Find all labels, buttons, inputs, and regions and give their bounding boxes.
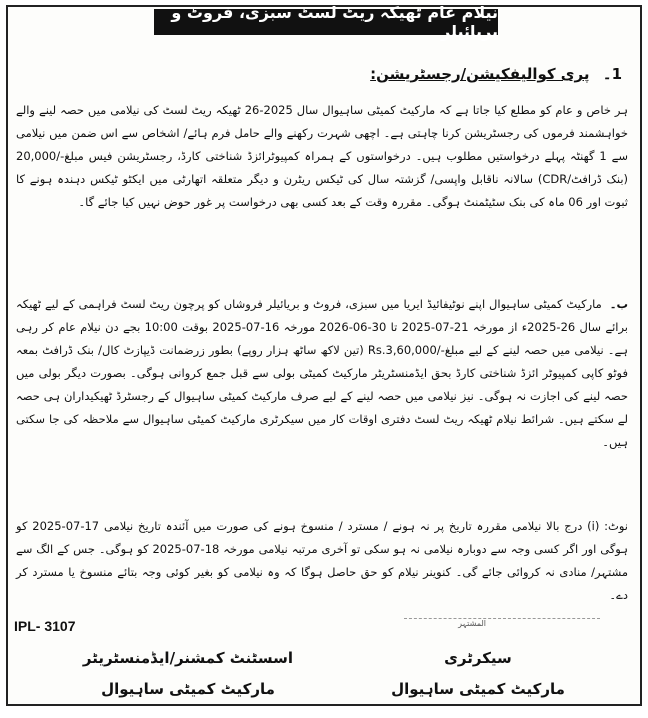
note-paragraph: نوٹ: (i) درج بالا نیلامی مقررہ تاریخ پر نہ ہونے / مسترد / منسوخ ہونے کی صورت میں آئندہ تاریخ نیلامی 17-07-2025 کو ہوگی اور اگر کسی وجہ سے دوبارہ نیلامی نہ ہو سکی تو آخری مرتبہ نیلامی مورخہ 18-07-2025 کو ہوگی۔ جس کے الگ سے مشتہر/ منادی نہ کروائی جائے گی۔ کنوینر نیلام کو حق حاصل ہوگا کہ وہ نیلامی کو بغیر کوئی وجہ بتائے منسوخ یا مسترد کر دے۔ [16, 519, 628, 602]
heading-text: پری کوالیفکیشن/رجسٹریشن: [370, 65, 590, 83]
heading-number: 1۔ [602, 65, 622, 83]
secretary-office: مارکیٹ کمیٹی ساہیوال [391, 680, 565, 698]
notice-title: نیلام عام ٹھیکہ ریٹ لسٹ سبزی، فروٹ و بریائیلر [154, 9, 498, 35]
section-heading [22, 65, 622, 85]
auction-paragraph [16, 293, 628, 454]
registration-paragraph: ہر خاص و عام کو مطلع کیا جاتا ہے کہ مارکیٹ کمیٹی ساہیوال سال 2025-26 ٹھیکہ ریٹ لسٹ کی نیلامی میں حصہ لینے والے خواہشمند فرموں کی رجسٹریشن کرنا چاہتی ہے۔ اچھی شہرت رکھنے والے حامل فرم ہائے/ اشخاص سے اس ضمن میں نیلامی سے 1 گھنٹہ پہلے درخواستیں مطلوب ہیں۔ درخواستوں کے ہمراہ کمپیوٹرائزڈ شناختی کارڈ، رجسٹریشن فیس مبلغ-/20,000 (بنک ڈرافٹ/CDR) سالانہ ناقابل واپسی/ گزشتہ سال کی ٹیکس ریٹرن و دیگر متعلقہ اتھارٹی میں ایکٹو ٹیکس دہندہ ہونے کا ثبوت اور 06 ماہ کی بنک سٹیٹمنٹ ہوگی۔ مقررہ وقت کے بعد کسی بھی درخواست پر غور حوض نہیں کیا جائے گا۔ [16, 103, 629, 209]
advertiser-label: المشتہر [458, 619, 486, 628]
paragraph-marker: ب۔ [609, 297, 628, 311]
administrator-office: مارکیٹ کمیٹی ساہیوال [101, 680, 275, 698]
reference-code: IPL- 3107 [14, 618, 76, 634]
secretary-title: سیکرٹری [444, 649, 512, 667]
administrator-title: اسسٹنٹ کمشنر/ایڈمنسٹریٹر [82, 649, 294, 667]
notice-page [6, 5, 642, 706]
auction-paragraph-text: مارکیٹ کمیٹی ساہیوال اپنے نوٹیفائیڈ ایریا میں سبزی، فروٹ و بریائیلر فروشاں کو پرچون ریٹ لسٹ فراہمی کے لیے ٹھیکہ برائے سال 26-2025ء از مورخہ 21-07-2025 تا 30-06-2026 مورخہ 16-07-2025 بوقت 10:00 بجے دن نیلام عام کر رہی ہے۔ نیلامی میں حصہ لینے کے لیے مبلغ-/Rs.3,60,000 (تین لاکھ ساٹھ ہزار روپے) بطور زرضمانت ڈیپازٹ کال/ بنک ڈرافٹ بمعہ فوٹو کاپی کمپیوٹر ائزڈ شناختی کارڈ بحق ایڈمنسٹریٹر مارکیٹ کمیٹی بولی سے قبل جمع کروانی ہوگی۔ بصورت دیگر بولی میں حصہ لینے کی اجازت نہ ہوگی۔ نیز نیلامی میں حصہ لینے کے لیے صرف مارکیٹ کمیٹی ساہیوال کے رجسٹرڈ ٹھیکیداران ہی حصہ لے سکتے ہیں۔ شرائط نیلام ٹھیکہ ریٹ لسٹ دفتری اوقات کار میں سیکرٹری مارکیٹ کمیٹی ساہیوال سے ملاحظہ کی جا سکتی ہیں۔ [16, 297, 629, 449]
